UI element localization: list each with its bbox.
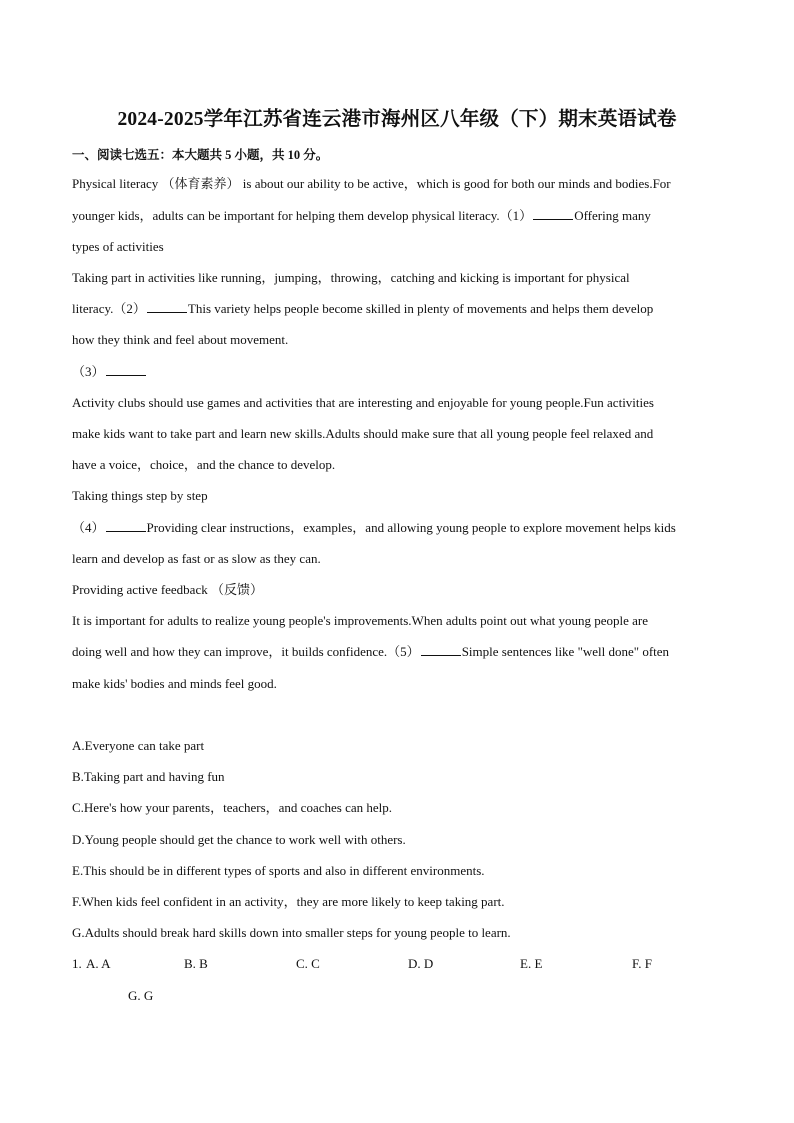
passage-text: （3）	[72, 364, 105, 379]
passage-line: Providing active feedback （反馈）	[72, 582, 263, 597]
passage-text: Providing clear instructions，examples，and allowing young people to explore movement helps kids	[146, 520, 676, 535]
passage-text: Offering many	[574, 208, 651, 223]
page-title: 2024-2025学年江苏省连云港市海州区八年级（下）期末英语试卷	[117, 109, 677, 130]
passage-line: Taking things step by step	[72, 488, 208, 503]
choice-e[interactable]: E. E	[520, 956, 543, 971]
passage-text: doing well and how they can improve，it builds confidence.（5）	[72, 644, 420, 659]
answer-blank-4[interactable]	[106, 520, 146, 532]
passage-line: Activity clubs should use games and activities that are interesting and enjoyable for young people.Fun activities	[72, 395, 654, 410]
passage-text: （4）	[72, 520, 105, 535]
passage-line: It is important for adults to realize young people's improvements.When adults point out what young people are	[72, 613, 649, 628]
passage-line	[72, 364, 147, 380]
question-number: 1.	[72, 956, 82, 971]
passage-line	[72, 301, 653, 317]
option-e: E.This should be in different types of sports and also in different environments.	[72, 863, 485, 878]
answer-blank-5[interactable]	[421, 644, 461, 656]
passage-text: Simple sentences like "well done" often	[461, 644, 670, 659]
passage-line	[72, 208, 651, 224]
passage-line: make kids' bodies and minds feel good.	[72, 676, 277, 691]
option-g: G.Adults should break hard skills down into smaller steps for young people to learn.	[72, 925, 511, 940]
passage-line: types of activities	[72, 239, 164, 254]
passage-text: literacy.（2）	[72, 301, 146, 316]
passage-line: learn and develop as fast or as slow as they can.	[72, 551, 321, 566]
answer-blank-3[interactable]	[106, 364, 146, 376]
passage-line	[72, 520, 676, 536]
passage-line	[72, 644, 669, 660]
passage-line: Physical literacy （体育素养） is about our ability to be active，which is good for both our minds and bodies.For	[72, 176, 671, 191]
choice-b[interactable]: B. B	[184, 956, 208, 971]
option-b: B.Taking part and having fun	[72, 769, 225, 784]
option-f: F.When kids feel confident in an activity，they are more likely to keep taking part.	[72, 894, 505, 909]
passage-text: This variety helps people become skilled in plenty of movements and helps them develop	[187, 301, 654, 316]
answer-blank-2[interactable]	[147, 301, 187, 313]
option-d: D.Young people should get the chance to work well with others.	[72, 832, 406, 847]
choice-g[interactable]: G. G	[128, 988, 154, 1003]
passage-line: make kids want to take part and learn new skills.Adults should make sure that all young people feel relaxed and	[72, 426, 654, 441]
answer-blank-1[interactable]	[533, 208, 573, 220]
choice-c[interactable]: C. C	[296, 956, 320, 971]
passage-line: have a voice，choice，and the chance to develop.	[72, 457, 336, 472]
section-heading: 一、阅读七选五：本大题共 5 小题，共 10 分。	[72, 148, 329, 162]
choice-f[interactable]: F. F	[632, 956, 652, 971]
choice-d[interactable]: D. D	[408, 956, 434, 971]
choice-a[interactable]: A. A	[86, 956, 111, 971]
passage-line: Taking part in activities like running，jumping，throwing，catching and kicking is important for physical	[72, 270, 630, 285]
passage-text: younger kids，adults can be important for helping them develop physical literacy.（1）	[72, 208, 533, 223]
option-c: C.Here's how your parents，teachers，and coaches can help.	[72, 800, 392, 815]
option-a: A.Everyone can take part	[72, 738, 205, 753]
passage-line: how they think and feel about movement.	[72, 332, 289, 347]
